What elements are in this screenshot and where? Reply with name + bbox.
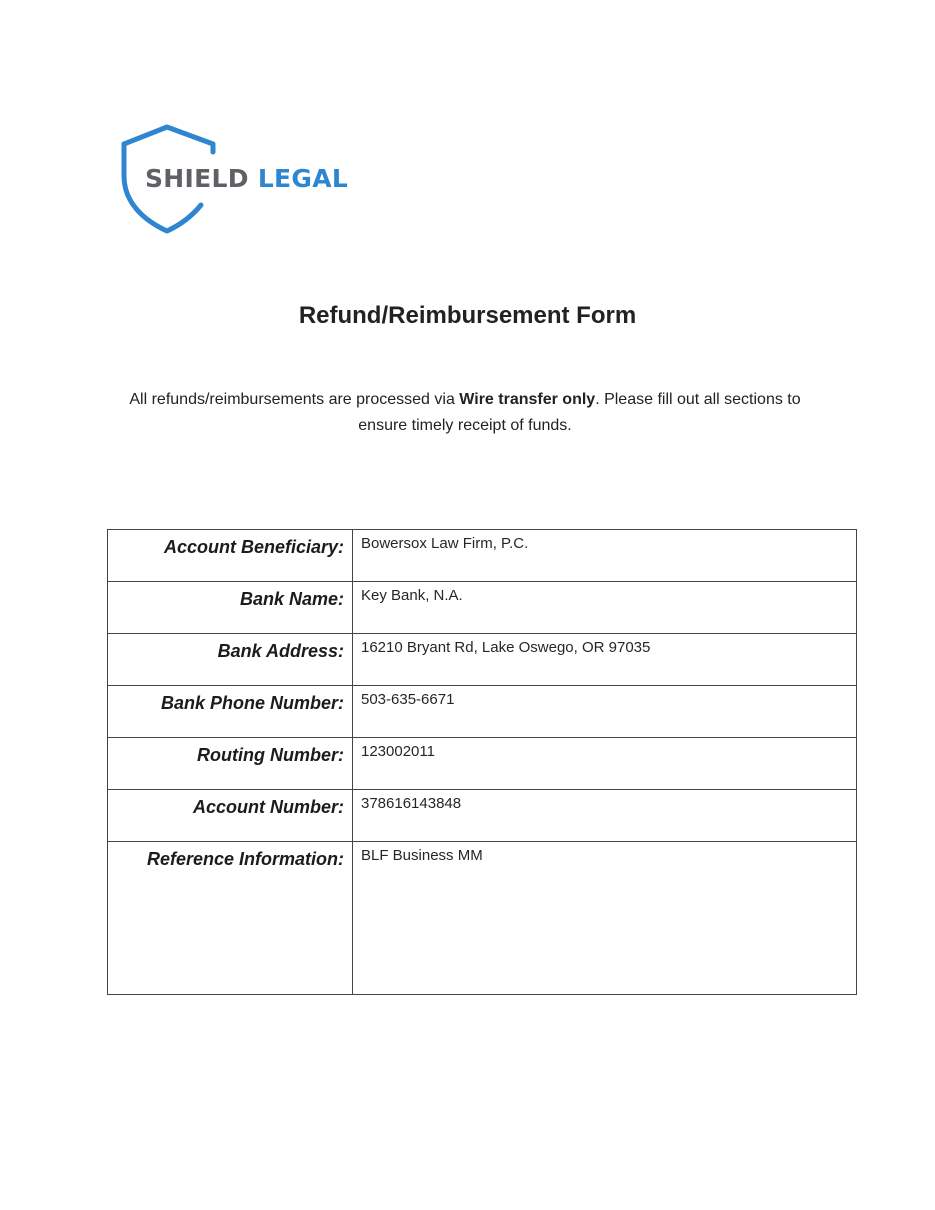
table-row — [108, 790, 857, 842]
intro-text-after: . Please fill out all sections to ensure timely receipt of funds. — [358, 391, 801, 434]
intro-emphasis: Wire transfer only — [459, 391, 596, 408]
intro-text-before: All refunds/reimbursements are processed via — [129, 391, 460, 408]
bank-address-label: Bank Address: — [108, 634, 353, 686]
bank-phone-value: 503-635-6671 — [353, 686, 857, 738]
bank-name-value: Key Bank, N.A. — [353, 582, 857, 634]
table-row — [108, 842, 857, 995]
reference-information-label: Reference Information: — [108, 842, 353, 995]
bank-name-label: Bank Name: — [108, 582, 353, 634]
table-row — [108, 530, 857, 582]
account-beneficiary-label: Account Beneficiary: — [108, 530, 353, 582]
routing-number-label: Routing Number: — [108, 738, 353, 790]
bank-phone-label: Bank Phone Number: — [108, 686, 353, 738]
bank-address-value: 16210 Bryant Rd, Lake Oswego, OR 97035 — [353, 634, 857, 686]
form-title: Refund/Reimbursement Form — [298, 302, 637, 329]
logo-word-legal: LEGAL — [257, 164, 349, 193]
table-row — [108, 634, 857, 686]
reference-information-value: BLF Business MM — [353, 842, 857, 995]
logo-word-shield: SHIELD — [145, 164, 249, 193]
shield-legal-logo — [118, 124, 358, 236]
wire-details-table — [107, 529, 857, 995]
account-beneficiary-value: Bowersox Law Firm, P.C. — [353, 530, 857, 582]
logo-wordmark — [145, 164, 348, 194]
table-row — [108, 582, 857, 634]
table-row — [108, 686, 857, 738]
table-row — [108, 738, 857, 790]
intro-paragraph — [120, 387, 810, 439]
routing-number-value: 123002011 — [353, 738, 857, 790]
account-number-label: Account Number: — [108, 790, 353, 842]
account-number-value: 378616143848 — [353, 790, 857, 842]
